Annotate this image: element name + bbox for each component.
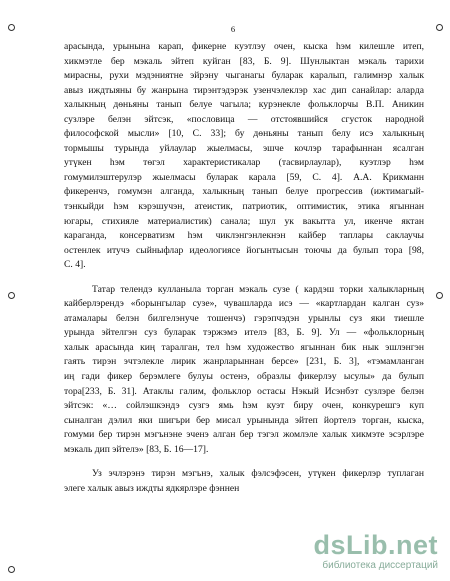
text-line: караганда, консерватизм hэм чиклэнгэнлекнэн кайбер таплары саклаучы	[64, 230, 424, 242]
site-watermark	[314, 532, 439, 571]
watermark-tagline: библиотека диссертаций	[322, 560, 438, 571]
text-line: тора[233, Б. 31]. Атаклы галим, фольклор остасы Нэкый Исэнбэт сузлэре белэн	[64, 385, 424, 397]
text-line: мирасны, рухи мэдэниятне эйрэну чыганагы буларак каралып, галимнэр халык	[64, 70, 424, 82]
paragraph-1	[64, 40, 424, 273]
paragraph-2	[64, 283, 424, 458]
paragraph-3	[64, 467, 424, 496]
text-line: фикеренчэ, гомумэн алганда, халыкның танып белуе прогрессив (ижтимагый-	[64, 186, 424, 198]
text-line: элеге халык авыз иждты ядкярлэре фэннен	[64, 482, 240, 494]
text-line: утүкен hэм төгэл характеристикалар (тасвирлаулар), куэтлэр hэм	[64, 157, 424, 169]
text-line: С. 4].	[64, 259, 86, 271]
text-line: кайберлэрендэ «борынгылар сузе», чувашларда исэ — «картлардан калган суз»	[64, 298, 424, 310]
text-line: Татар телендэ кулланыла торган мэкаль сузе ( кардэш торки халыкларның	[92, 283, 424, 295]
text-line: тормышы турында уйлаулар жыелмасы, эшче кочлэр тарафыннан ясалган	[64, 142, 424, 154]
text-line: мэкаль дип эйтелэ» [83, Б. 16—17].	[64, 443, 209, 455]
text-line: югары, стихияле материалистик) санала; шул ук вакытта ул, икенче яктан	[64, 215, 424, 227]
text-line: хикмэтле бер мэкаль эйтеп куйган [83, Б. 9]. Шунлыктан мэкаль тарихи	[64, 55, 424, 67]
paragraph-gap	[64, 273, 424, 283]
text-line: иң гади фикер берэмлеге булуы остенэ, образлы фикерлэу ысулы» да булып	[64, 371, 424, 383]
text-line: халык арасында киң таралган, тел hэм художество ягыннан бик нык эшлэнгэн	[64, 341, 424, 353]
text-line: авыз иждтыяны бу жанрына тирэнтэдэрэк узенчэлеклэр хас дип санайлар: аларда	[64, 84, 424, 96]
text-line: сузлэре белэн эйтсэк, «пословица — отстоявшийся сгусток народной	[64, 113, 424, 125]
text-line: философской мысли» [10, С. 33]; бу дөньяны танып белу исэ халыкның	[64, 128, 424, 140]
text-line: арасында, урынына карап, фикерне куэтлэу очен, кыска hэм килешле итеп,	[64, 41, 424, 52]
text-line: сыналган дэлил яки шигъри бер мисал урынында эйтеп йортелэ торган, кыска,	[64, 414, 424, 426]
text-line: тэнкыйди hэм кэрэшучэн, атеистик, патриотик, оптимистик, этика ягыннан	[64, 201, 424, 213]
corner-circle-mark	[8, 292, 15, 299]
watermark-logo: dsLib.net	[313, 530, 438, 560]
document-body	[64, 40, 424, 496]
paragraph-gap	[64, 457, 424, 467]
text-line: Уз эчлэрэнэ тирэн мэгънэ, халык фэлсэфэсен, утүкен фикерлэр туплаган	[92, 468, 424, 480]
text-line: гомуми бер тирэн мэгънэне эченэ алган бер тэгэл жомлэле халык хикмэте эсэрлэре	[64, 429, 424, 441]
text-line: халыкның дөньяны танып белуе чагыла; курэнекле фольклорчы В.П. Аникин	[64, 99, 424, 111]
text-line: гомумилэштерулэр жыелмасы буларак карала [59, С. 4]. А.А. Крикманн	[64, 171, 424, 183]
text-line: атамалары белэн билгелэнуче тошенчэ) гэрэпчэдэн урынлы суз яки тиешле	[64, 312, 424, 324]
corner-circle-mark	[436, 292, 443, 299]
text-line: гаять тирэн эчтэлекле лирик жанрларыннан берсе» [231, Б. 3], «тэмамланган	[64, 356, 424, 368]
text-line: эйтсэк: «… сойлэшкэндэ сузгэ ямь hэм куэт биру очен, конкурешгэ куп	[64, 400, 424, 412]
corner-circle-mark	[8, 566, 15, 573]
page-number: 6	[230, 24, 236, 34]
text-line: остенлек итучэ сыйныфлар идеологиясе йогынтысын тоючы да булып тора [98,	[64, 244, 424, 256]
text-line: урында эйтелгэн суз буларак тэржэмэ ителэ [83, Б. 9]. Ул — «фольклорның	[64, 327, 424, 339]
